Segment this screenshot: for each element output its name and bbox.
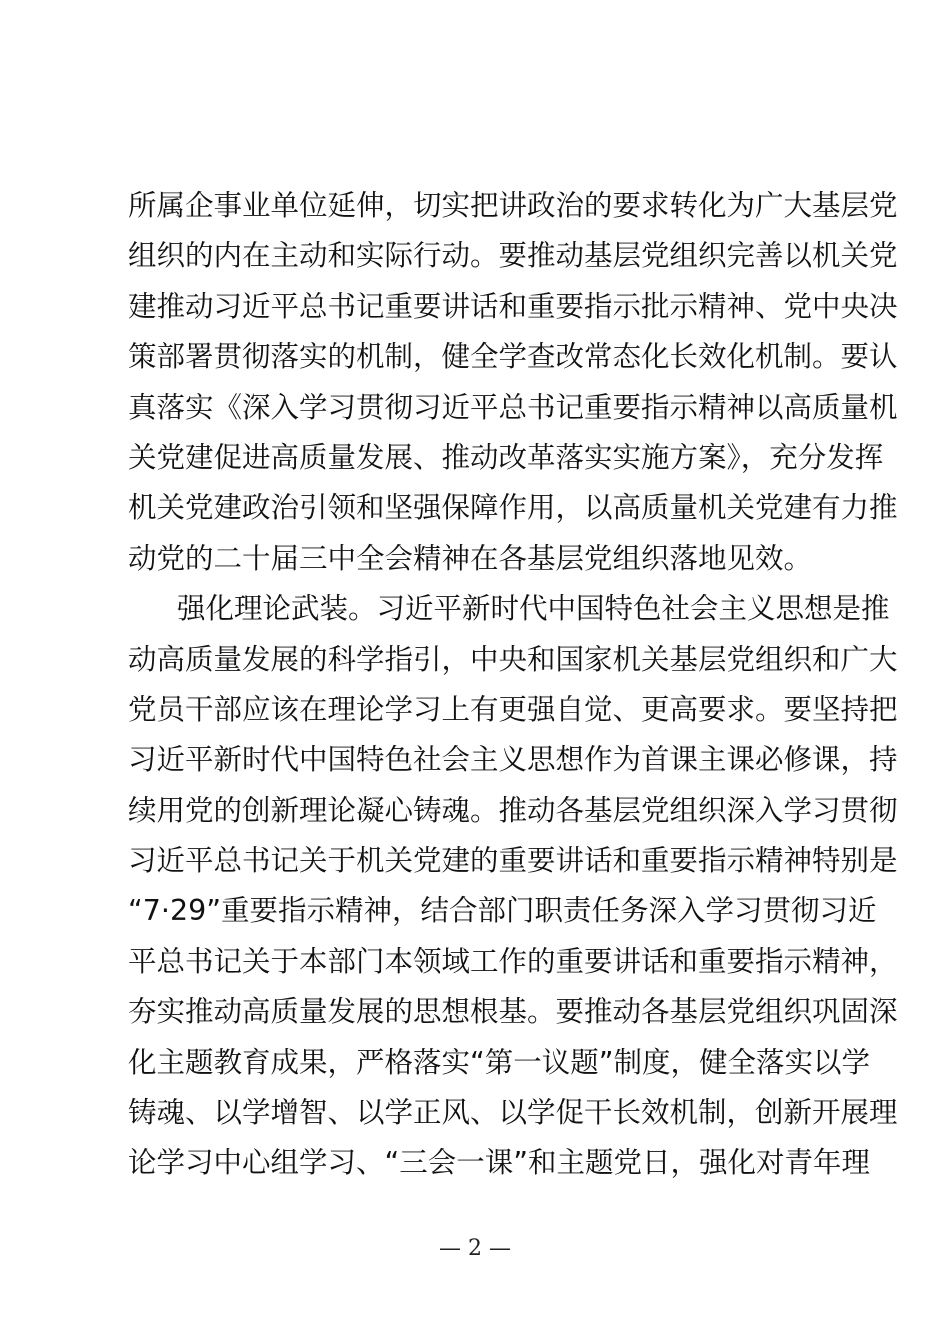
document-body <box>128 181 898 1189</box>
text-line: 动高质量发展的科学指引，中央和国家机关基层党组织和广大 <box>128 642 898 676</box>
text-line: 党员干部应该在理论学习上有更强自觉、更高要求。要坚持把 <box>128 692 898 726</box>
text-line: 策部署贯彻落实的机制，健全学查改常态化长效化机制。要认 <box>128 340 898 374</box>
text-line: 习近平新时代中国特色社会主义思想作为首课主课必修课，持 <box>128 743 898 777</box>
text-line: 铸魂、以学增智、以学正风、以学促干长效机制，创新开展理 <box>128 1096 898 1130</box>
text-line: 平总书记关于本部门本领域工作的重要讲话和重要指示精神， <box>128 944 898 978</box>
text-line: 动党的二十届三中全会精神在各基层党组织落地见效。 <box>128 541 813 575</box>
text-line: 所属企事业单位延伸，切实把讲政治的要求转化为广大基层党 <box>128 189 898 222</box>
paragraph-heading-line: 强化理论武装。习近平新时代中国特色社会主义思想是推 <box>177 592 890 626</box>
text-line: 组织的内在主动和实际行动。要推动基层党组织完善以机关党 <box>128 239 898 273</box>
page-number: — 2 — <box>439 1236 511 1261</box>
text-line: 关党建促进高质量发展、推动改革落实实施方案》，充分发挥 <box>128 440 884 474</box>
text-line: 建推动习近平总书记重要讲话和重要指示批示精神、党中央决 <box>128 289 898 323</box>
text-line: 论学习中心组学习、“三会一课”和主题党日，强化对青年理 <box>128 1146 871 1180</box>
text-line: 夯实推动高质量发展的思想根基。要推动各基层党组织巩固深 <box>128 995 898 1029</box>
text-line: 续用党的创新理论凝心铸魂。推动各基层党组织深入学习贯彻 <box>128 793 898 827</box>
text-line: 机关党建政治引领和坚强保障作用，以高质量机关党建有力推 <box>128 491 898 525</box>
text-line: 化主题教育成果，严格落实“第一议题”制度，健全落实以学 <box>128 1045 871 1079</box>
text-line: 习近平总书记关于机关党建的重要讲话和重要指示精神特别是 <box>128 844 898 878</box>
text-line: “7·29”重要指示精神，结合部门职责任务深入学习贯彻习近 <box>128 894 877 928</box>
text-line: 真落实《深入学习贯彻习近平总书记重要指示精神以高质量机 <box>128 390 898 424</box>
